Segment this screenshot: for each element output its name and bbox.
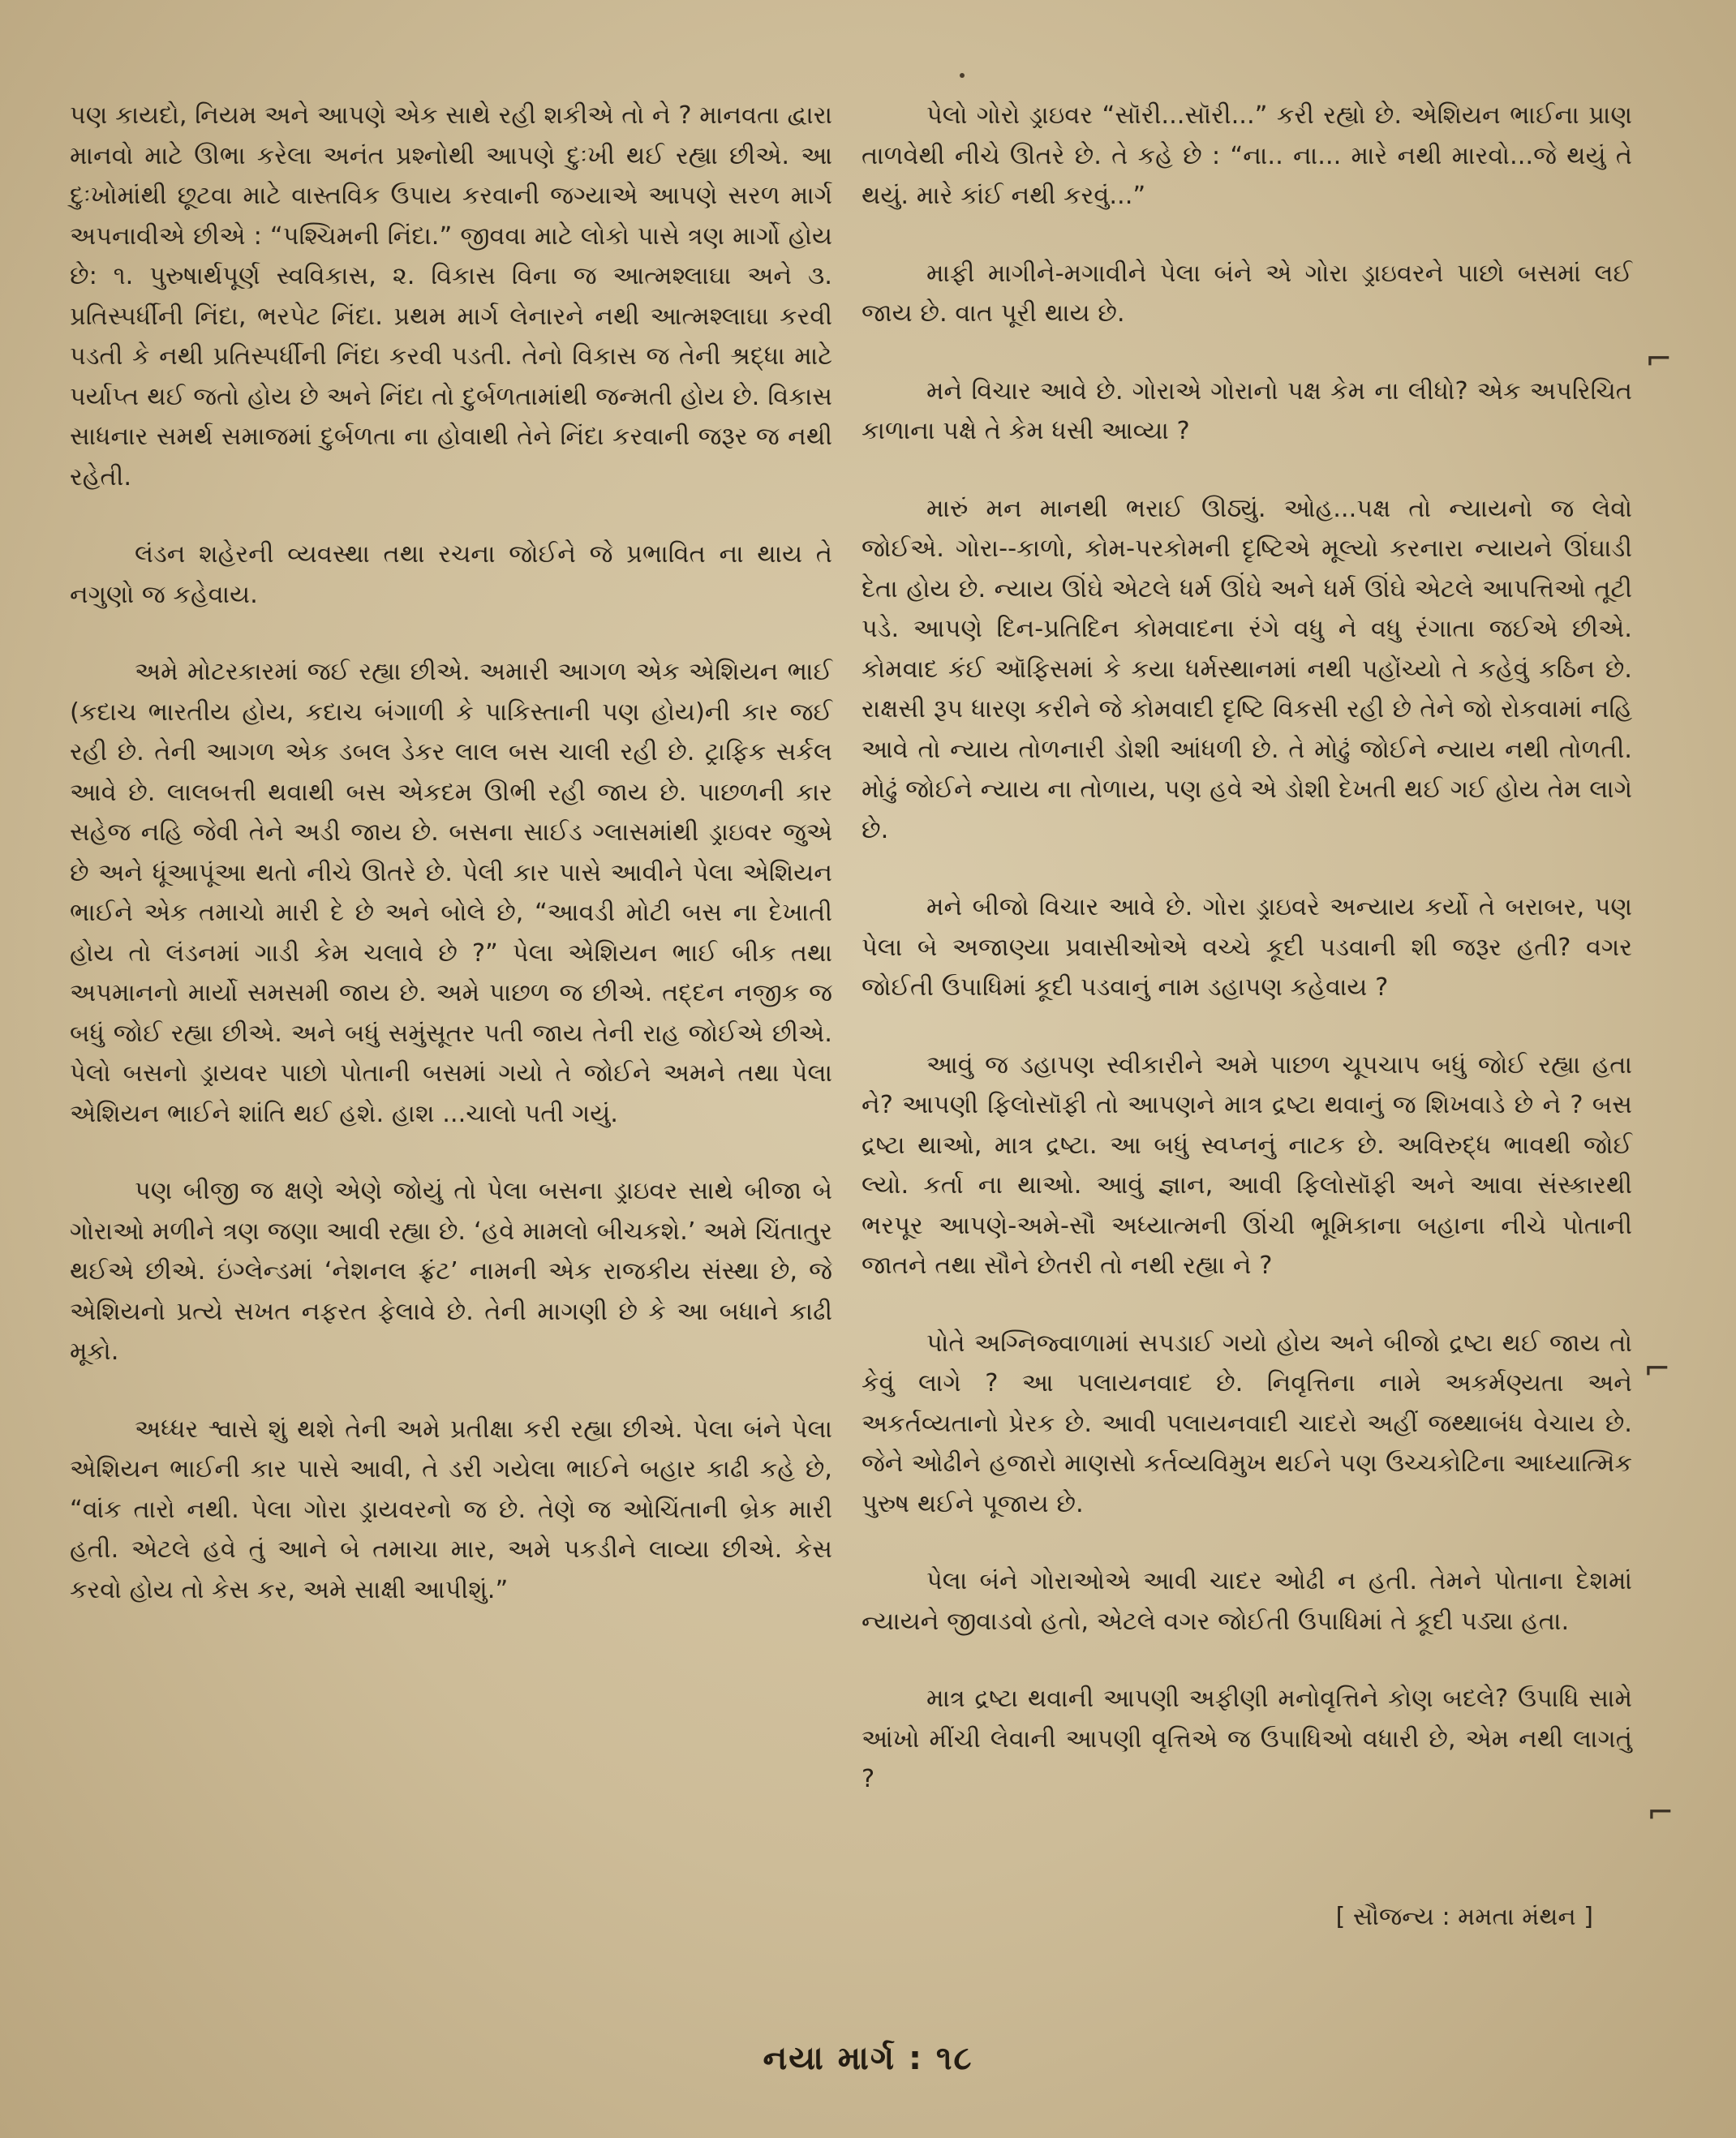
paragraph: મને વિચાર આવે છે. ગોરાએ ગોરાનો પક્ષ કેમ ના લીધો? એક અપરિચિત કાળાના પક્ષે તે કેમ ધસી આવ્યા ? (862, 376, 1632, 445)
paragraph: માત્ર દ્રષ્ટા થવાની આપણી અફીણી મનોવૃત્તિને કોણ બદલે? ઉપાધિ સામે આંખો મીંચી લેવાની આપણી વૃત્તિએ જ ઉપાધિઓ વધારી છે, એમ નથી લાગતું ? (862, 1685, 1632, 1793)
left-column (70, 96, 832, 1647)
paragraph: પેલો ગોરો ડ્રાઇવર “સૉરી...સૉરી...” કરી રહ્યો છે. એશિયન ભાઈના પ્રાણ તાળવેથી નીચે ઊતરે છે. તે કહે છે : “ના.. ના... મારે નથી મારવો...જે થયું તે થયું. મારે કાંઈ નથી કરવું...” (862, 101, 1632, 210)
paragraph: આવું જ ડહાપણ સ્વીકારીને અમે પાછળ ચૂપચાપ બધું જોઈ રહ્યા હતા ને? આપણી ફિલોસૉફી તો આપણને માત્ર દ્રષ્ટા થવાનું જ શિખવાડે છે ને ? બસ દ્રષ્ટા થાઓ, માત્ર દ્રષ્ટા. આ બધું સ્વપ્નનું નાટક છે. અવિરુદ્ધ ભાવથી જોઈ લ્યો. કર્તા ના થાઓ. આવું જ્ઞાન, આવી ફિલોસૉફી અને આવા સંસ્કારથી ભરપૂર આપણે-અમે-સૌ અધ્યાત્મની ઊંચી ભૂમિકાના બહાના નીચે પોતાની જાતને તથા સૌને છેતરી તો નથી રહ્યા ને ? (862, 1050, 1632, 1280)
margin-mark-icon: ⌐ (1645, 341, 1673, 378)
margin-mark-icon: ⌐ (1647, 1794, 1674, 1831)
margin-mark-icon: ⌐ (1644, 1350, 1671, 1388)
page-footer: નયા માર્ગ : ૧૮ (763, 2040, 973, 2077)
right-column (862, 96, 1632, 1837)
paragraph: પણ કાયદો, નિયમ અને આપણે એક સાથે રહી શકીએ તો ને ? માનવતા દ્વારા માનવો માટે ઊભા કરેલા અનંત પ્રશ્નોથી આપણે દુઃખી થઈ રહ્યા છીએ. આ દુઃખોમાંથી છૂટવા માટે વાસ્તવિક ઉપાય કરવાની જગ્યાએ આપણે સરળ માર્ગ અપનાવીએ છીએ : “પશ્ચિમની નિંદા.” જીવવા માટે લોકો પાસે ત્રણ માર્ગો હોય છે: ૧. પુરુષાર્થપૂર્ણ સ્વવિકાસ, ૨. વિકાસ વિના જ આત્મશ્લાઘા અને ૩. પ્રતિસ્પર્ધીની નિંદા, ભરપેટ નિંદા. પ્રથમ માર્ગ લેનારને નથી આત્મશ્લાઘા કરવી પડતી કે નથી પ્રતિસ્પર્ધીની નિંદા કરવી પડતી. તેનો વિકાસ જ તેની શ્રદ્ધા માટે પર્યાપ્ત થઈ જતો હોય છે અને નિંદા તો દુર્બળતામાંથી જન્મતી હોય છે. વિકાસ સાધનાર સમર્થ સમાજમાં દુર્બળતા ના હોવાથી તેને નિંદા કરવાની જરૂર જ નથી રહેતી. (70, 101, 832, 492)
paragraph: પોતે અગ્નિજ્વાળામાં સપડાઈ ગયો હોય અને બીજો દ્રષ્ટા થઈ જાય તો કેવું લાગે ? આ પલાયનવાદ છે. નિવૃત્તિના નામે અકર્મણ્યતા અને અકર્તવ્યતાનો પ્રેરક છે. આવી પલાયનવાદી ચાદરો અહીં જથ્થાબંધ વેચાય છે. જેને ઓઢીને હજારો માણસો કર્તવ્યવિમુખ થઈને પણ ઉચ્ચકોટિના આધ્યાત્મિક પુરુષ થઈને પૂજાય છે. (862, 1329, 1632, 1518)
top-dot (960, 73, 965, 78)
paragraph: અમે મોટરકારમાં જઈ રહ્યા છીએ. અમારી આગળ એક એશિયન ભાઈ (કદાચ ભારતીય હોય, કદાચ બંગાળી કે પાકિસ્તાની પણ હોય)ની કાર જઈ રહી છે. તેની આગળ એક ડબલ ડેકર લાલ બસ ચાલી રહી છે. ટ્રાફિક સર્કલ આવે છે. લાલબત્તી થવાથી બસ એકદમ ઊભી રહી જાય છે. પાછળની કાર સહેજ નહિ જેવી તેને અડી જાય છે. બસના સાઈડ ગ્લાસમાંથી ડ્રાઇવર જુએ છે અને ધૂંઆપૂંઆ થતો નીચે ઊતરે છે. પેલી કાર પાસે આવીને પેલા એશિયન ભાઈને એક તમાચો મારી દે છે અને બોલે છે, “આવડી મોટી બસ ના દેખાતી હોય તો લંડનમાં ગાડી કેમ ચલાવે છે ?” પેલા એશિયન ભાઈ બીક તથા અપમાનનો માર્યો સમસમી જાય છે. અમે પાછળ જ છીએ. તદ્દન નજીક જ બધું જોઈ રહ્યા છીએ. અને બધું સમુંસૂતર પતી જાય તેની રાહ જોઈએ છીએ. પેલો બસનો ડ્રાયવર પાછો પોતાની બસમાં ગયો તે જોઈને અમને તથા પેલા એશિયન ભાઈને શાંતિ થઈ હશે. હાશ ...ચાલો પતી ગયું. (70, 658, 832, 1128)
paragraph: પેલા બંને ગોરાઓએ આવી ચાદર ઓઢી ન હતી. તેમને પોતાના દેશમાં ન્યાયને જીવાડવો હતો, એટલે વગર જોઈતી ઉપાધિમાં તે કૂદી પડ્યા હતા. (862, 1567, 1632, 1636)
credit-line: [ સૌજન્ય : મમતા મંથન ] (1335, 1903, 1593, 1931)
paragraph: મને બીજો વિચાર આવે છે. ગોરા ડ્રાઇવરે અન્યાય કર્યો તે બરાબર, પણ પેલા બે અજાણ્યા પ્રવાસીઓએ વચ્ચે કૂદી પડવાની શી જરૂર હતી? વગર જોઈતી ઉપાધિમાં કૂદી પડવાનું નામ ડહાપણ કહેવાય ? (862, 893, 1632, 1002)
paragraph: લંડન શહેરની વ્યવસ્થા તથા રચના જોઈને જે પ્રભાવિત ના થાય તે નગુણો જ કહેવાય. (70, 540, 832, 609)
paragraph: માફી માગીને-મગાવીને પેલા બંને એ ગોરા ડ્રાઇવરને પાછો બસમાં લઈ જાય છે. વાત પૂરી થાય છે. (862, 259, 1632, 328)
paragraph: પણ બીજી જ ક્ષણે એણે જોયું તો પેલા બસના ડ્રાઇવર સાથે બીજા બે ગોરાઓ મળીને ત્રણ જણા આવી રહ્યા છે. ‘હવે મામલો બીચકશે.’ અમે ચિંતાતુર થઈએ છીએ. ઇંગ્લેન્ડમાં ‘નેશનલ ફ્રંટ’ નામની એક રાજકીય સંસ્થા છે, જે એશિયનો પ્રત્યે સખત નફરત ફેલાવે છે. તેની માગણી છે કે આ બધાને કાઢી મૂકો. (70, 1177, 832, 1366)
paragraph: મારું મન માનથી ભરાઈ ઊઠ્યું. ઓહ...પક્ષ તો ન્યાયનો જ લેવો જોઈએ. ગોરા--કાળો, કોમ-પરકોમની દૃષ્ટિએ મૂલ્યો કરનારા ન્યાયને ઊંઘાડી દેતા હોય છે. ન્યાય ઊંઘે એટલે ધર્મ ઊંઘે અને ધર્મ ઊંઘે એટલે આપત્તિઓ તૂટી પડે. આપણે દિન-પ્રતિદિન કોમવાદના રંગે વધુ ને વધુ રંગાતા જઈએ છીએ. કોમવાદ કંઈ ઑફિસમાં કે કયા ધર્મસ્થાનમાં નથી પહોંચ્યો તે કહેવું કઠિન છે. રાક્ષસી રૂપ ધારણ કરીને જે કોમવાદી દૃષ્ટિ વિકસી રહી છે તેને જો રોકવામાં નહિ આવે તો ન્યાય તોળનારી ડોશી આંધળી છે. તે મોઢું જોઈને ન્યાય નથી તોળતી. મોઢું જોઈને ન્યાય ના તોળાય, પણ હવે એ ડોશી દેખતી થઈ ગઈ હોય તેમ લાગે છે. (862, 494, 1632, 844)
paragraph: અધ્ધર શ્વાસે શું થશે તેની અમે પ્રતીક્ષા કરી રહ્યા છીએ. પેલા બંને પેલા એશિયન ભાઈની કાર પાસે આવી, તે ડરી ગયેલા ભાઈને બહાર કાઢી કહે છે, “વાંક તારો નથી. પેલા ગોરા ડ્રાયવરનો જ છે. તેણે જ ઓચિંતાની બ્રેક મારી હતી. એટલે હવે તું આને બે તમાચા માર, અમે પકડીને લાવ્યા છીએ. કેસ કરવો હોય તો કેસ કર, અમે સાક્ષી આપીશું.” (70, 1415, 832, 1604)
